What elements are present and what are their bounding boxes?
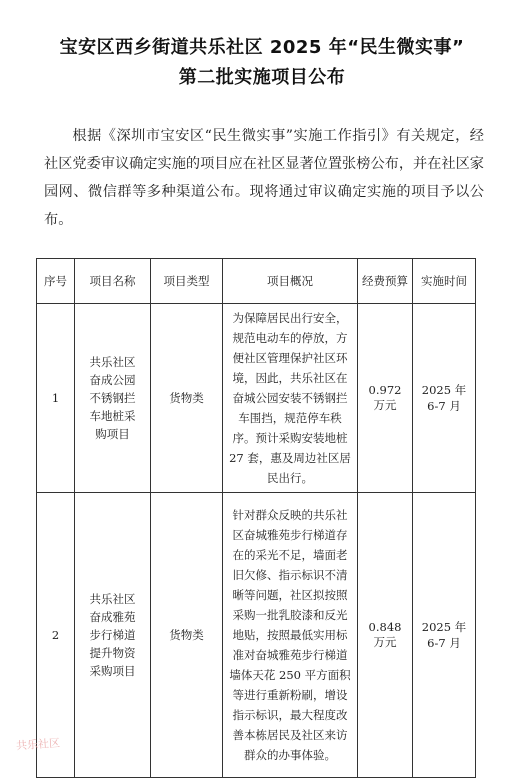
cell-type: 货物类 bbox=[151, 493, 223, 778]
header-desc: 项目概况 bbox=[223, 259, 358, 304]
cell-name: 共乐社区奋成公园不锈钢拦车地桩采购项目 bbox=[75, 304, 151, 493]
cell-time: 2025 年 6-7 月 bbox=[413, 304, 476, 493]
cell-time: 2025 年 6-7 月 bbox=[413, 493, 476, 778]
project-table bbox=[36, 258, 476, 778]
cell-desc: 为保障居民出行安全，规范电动车的停放，方便社区管理保护社区环境，因此，共乐社区在奋城公园安装不锈钢拦车围挡，规范停车秩序。预计采购安装地桩 27 套，惠及周边社区居民出行。 bbox=[223, 304, 358, 493]
table-row bbox=[37, 493, 476, 778]
header-name: 项目名称 bbox=[75, 259, 151, 304]
document-title-line1: 宝安区西乡街道共乐社区 2025 年“民生微实事” bbox=[59, 37, 465, 58]
cell-no: 2 bbox=[37, 493, 75, 778]
header-no: 序号 bbox=[37, 259, 75, 304]
table-header-row bbox=[37, 259, 476, 304]
header-type: 项目类型 bbox=[151, 259, 223, 304]
cell-name: 共乐社区奋成雅苑步行梯道提升物资采购项目 bbox=[75, 493, 151, 778]
header-budget: 经费预算 bbox=[358, 259, 413, 304]
red-stamp: 共乐社区 bbox=[15, 736, 61, 753]
cell-desc: 针对群众反映的共乐社区奋城雅苑步行梯道存在的采光不足，墙面老旧欠修、指示标识不清晰等问题，社区拟按照采购一批乳胶漆和反光地贴，按照最低实用标准对奋城雅苑步行梯道墙体天花 250 平方面积等进行重新粉刷，增设指示标识，最大程度改善本栋居民及社区来访群众的办事体验。 bbox=[223, 493, 358, 778]
cell-type: 货物类 bbox=[151, 304, 223, 493]
cell-budget: 0.972 万元 bbox=[358, 304, 413, 493]
cell-no: 1 bbox=[37, 304, 75, 493]
table-row bbox=[37, 304, 476, 493]
cell-budget: 0.848 万元 bbox=[358, 493, 413, 778]
header-time: 实施时间 bbox=[413, 259, 476, 304]
intro-paragraph bbox=[44, 122, 484, 234]
document-title-line2: 第二批实施项目公布 bbox=[178, 67, 346, 88]
intro-text: 根据《深圳市宝安区“民生微实事”实施工作指引》有关规定，经社区党委审议确定实施的项目应在社区显著位置张榜公布，并在社区家园网、微信群等多种渠道公布。现将通过审议确定实施的项目予以公布。 bbox=[44, 128, 484, 228]
